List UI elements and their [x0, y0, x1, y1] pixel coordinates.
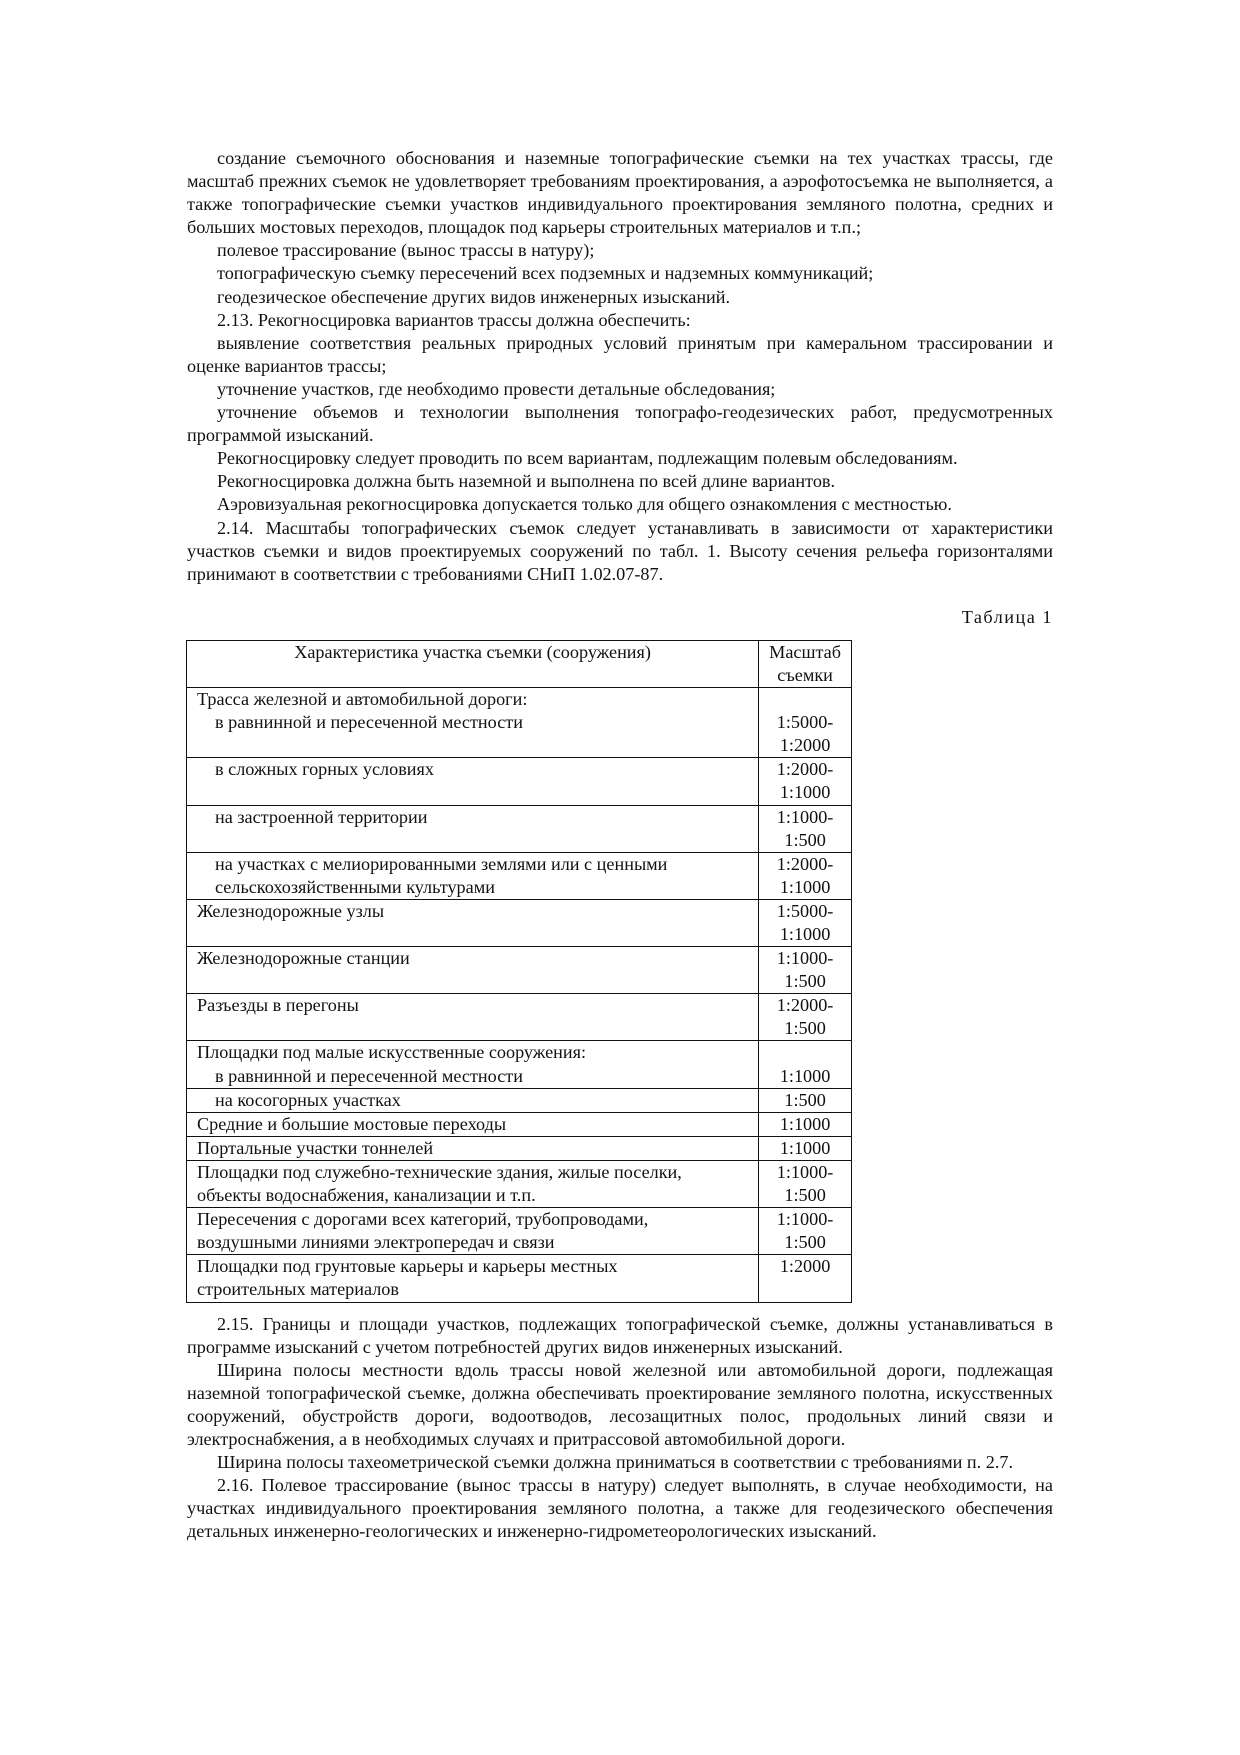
row-title: Площадки под служебно-технические здания, жилые поселки, объекты водоснабжения, канализации и т.п. [187, 1160, 759, 1207]
section-2-16: 2.16. Полевое трассирование (вынос трассы в натуру) следует выполнять, в случае необходимости, на участках индивидуального проектирования земляного полотна, а также для геодезического обеспечения детальных инженерно-геологических и инженерно-гидрометеорологических изысканий. [187, 1475, 1053, 1542]
scale-table [186, 640, 852, 1303]
row-scale: 1:500 [759, 1088, 852, 1112]
document-page [187, 147, 1053, 1543]
table-row [187, 758, 852, 805]
table-row [187, 852, 852, 899]
row-subtitle: на косогорных участках [215, 1089, 401, 1110]
table-row [187, 1136, 852, 1160]
table-row [187, 1112, 852, 1136]
paragraph: уточнение объемов и технологии выполнения топографо-геодезических работ, предусмотренных программой изысканий. [187, 402, 1053, 446]
table-row [187, 947, 852, 994]
row-subtitle: в сложных горных условиях [215, 759, 434, 780]
table-row [187, 1208, 852, 1255]
row-scale: 1:1000 [759, 1136, 852, 1160]
paragraph: полевое трассирование (вынос трассы в натуру); [217, 240, 595, 261]
row-scale: 1:2000 [759, 1255, 852, 1302]
row-title: Портальные участки тоннелей [187, 1136, 759, 1160]
table-row [187, 805, 852, 852]
row-scale: 1:1000-1:500 [759, 805, 852, 852]
section-2-13: 2.13. Рекогносцировка вариантов трассы должна обеспечить: [217, 309, 691, 330]
row-title: Площадки под грунтовые карьеры и карьеры местных строительных материалов [187, 1255, 759, 1302]
paragraph: уточнение участков, где необходимо провести детальные обследования; [217, 378, 776, 399]
bottom-text [187, 1313, 1053, 1544]
row-title: Трасса железной и автомобильной дороги: [197, 689, 528, 710]
paragraph: Рекогносцировка должна быть наземной и выполнена по всей длине вариантов. [217, 471, 836, 492]
row-scale: 1:2000-1:500 [759, 994, 852, 1041]
row-title: Пересечения с дорогами всех категорий, трубопроводами, воздушными линиями электропередач и связи [187, 1208, 759, 1255]
paragraph: выявление соответствия реальных природных условий принятым при камеральном трассировании и оценке вариантов трассы; [187, 332, 1053, 376]
paragraph: топографическую съемку пересечений всех подземных и надземных коммуникаций; [217, 263, 874, 284]
row-subtitle: на застроенной территории [215, 806, 428, 827]
row-title: Железнодорожные станции [187, 947, 759, 994]
paragraph: Ширина полосы тахеометрической съемки должна приниматься в соответствии с требованиями п. 2.7. [217, 1452, 1014, 1473]
row-scale: 1:5000-1:1000 [759, 899, 852, 946]
table-row [187, 1041, 852, 1088]
row-subtitle: в равнинной и пересеченной местности [215, 712, 523, 733]
row-scale: 1:1000-1:500 [759, 1160, 852, 1207]
paragraph: геодезическое обеспечение других видов инженерных изысканий. [217, 286, 731, 307]
section-2-15: 2.15. Границы и площади участков, подлежащих топографической съемке, должны устанавливаться в программе изысканий с учетом потребностей других видов инженерных изысканий. [187, 1313, 1053, 1357]
table-header-row [187, 640, 852, 687]
table-row [187, 1160, 852, 1207]
table-row [187, 994, 852, 1041]
paragraph: создание съемочного обоснования и наземные топографические съемки на тех участках трассы, где масштаб прежних съемок не удовлетворяет требованиям проектирования, а аэрофотосъемка не выполняется, а также топографические съемки участков индивидуального проектирования земляного полотна, средних и больших мостовых переходов, площадок под карьеры строительных материалов и т.п.; [187, 148, 1053, 238]
row-scale: 1:1000 [759, 1112, 852, 1136]
paragraph: Аэровизуальная рекогносцировка допускается только для общего ознакомления с местностью. [217, 494, 952, 515]
table-caption: Таблица 1 [961, 606, 1053, 627]
row-title: Разъезды в перегоны [187, 994, 759, 1041]
table-row [187, 1255, 852, 1302]
row-scale: 1:2000-1:1000 [759, 852, 852, 899]
row-scale: 1:1000 [779, 1065, 831, 1086]
row-subtitle: в равнинной и пересеченной местности [215, 1065, 523, 1086]
row-title: Средние и большие мостовые переходы [187, 1112, 759, 1136]
row-scale: 1:1000-1:500 [759, 1208, 852, 1255]
section-2-14: 2.14. Масштабы топографических съемок следует устанавливать в зависимости от характеристики участков съемки и видов проектируемых сооружений по табл. 1. Высоту сечения рельефа горизонталями принимают в соответствии с требованиями СНиП 1.02.07-87. [187, 517, 1053, 584]
paragraph: Рекогносцировку следует проводить по всем вариантам, подлежащим полевым обследованиям. [217, 448, 958, 469]
table-row [187, 899, 852, 946]
table-row [187, 1088, 852, 1112]
column-header-scale: Масштаб съемки [759, 640, 852, 687]
row-scale: 1:5000-1:2000 [776, 712, 834, 756]
column-header-characteristic: Характеристика участка съемки (сооружения) [187, 640, 759, 687]
paragraph: Ширина полосы местности вдоль трассы новой железной или автомобильной дороги, подлежащая наземной топографической съемке, должна обеспечивать проектирование земляного полотна, искусственных сооружений, обустройств дороги, водоотводов, лесозащитных полос, продольных линий связи и электроснабжения, а в необходимых случаях и притрассовой автомобильной дороги. [187, 1359, 1053, 1449]
row-scale: 1:2000-1:1000 [759, 758, 852, 805]
row-title: Площадки под малые искусственные сооружения: [197, 1042, 587, 1063]
row-title: Железнодорожные узлы [187, 899, 759, 946]
row-scale: 1:1000-1:500 [759, 947, 852, 994]
row-subtitle: на участках с мелиорированными землями или с ценными сельскохозяйственными культурами [215, 853, 668, 897]
table-row [187, 688, 852, 758]
